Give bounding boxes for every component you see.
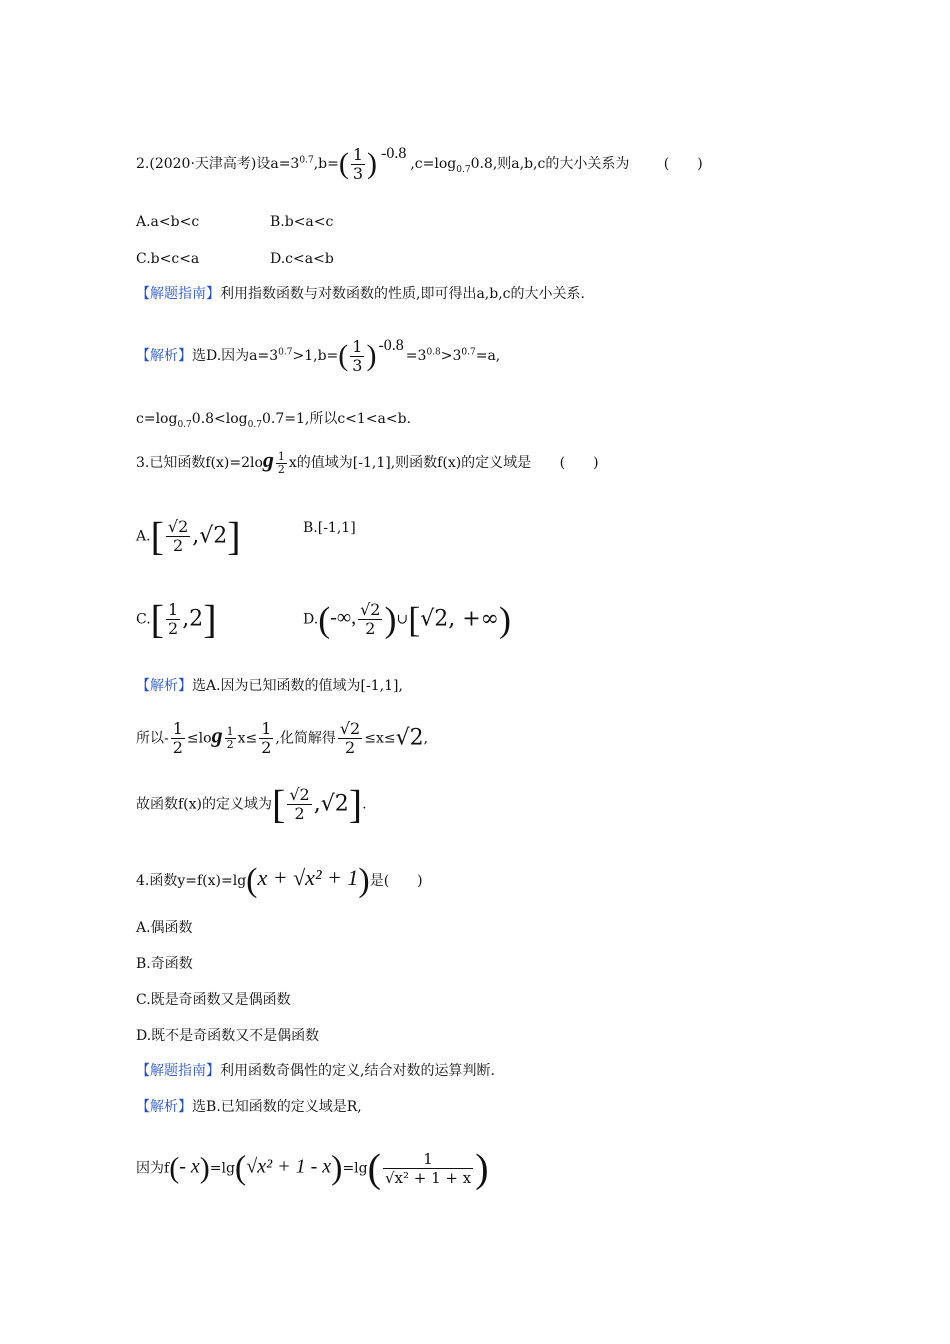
q2-opt-a-text: A.a<b<c (136, 214, 200, 230)
q3-option-a (136, 513, 241, 559)
left-paren: ( (338, 147, 349, 180)
right-bracket: ] (203, 596, 217, 642)
q2-sol-exp: -0.8 (378, 337, 404, 354)
q2-blank: ( ) (663, 156, 703, 172)
fraction-one-half: $\frac{1}{2}$ (226, 725, 234, 751)
guide-tag: 【解题指南】 (136, 1063, 220, 1079)
left-paren: ( (169, 1151, 180, 1185)
q4-option-c (136, 990, 291, 1010)
fraction-one-third: $\frac{1}{3}$ (352, 336, 363, 375)
q2-guide (136, 284, 585, 304)
q3-sol2c: x≤ (237, 730, 258, 747)
q3-sol2b: ≤lo (186, 730, 212, 747)
q4-sol2a: 因为f (136, 1160, 170, 1177)
sqrt-2: √2, +∞ (420, 606, 499, 632)
sqrt-2: ,√2 (313, 791, 349, 817)
q3-sol2e: ≤x≤ (364, 730, 396, 747)
solution-tag: 【解析】 (136, 1099, 192, 1115)
q2-sub-c: 0.7 (456, 164, 471, 175)
q3-opt-b-text: B.[-1,1] (303, 520, 356, 536)
q3-solution-1 (136, 676, 403, 696)
q4-line-a: 4.函数y=f(x)=lg (136, 873, 247, 889)
q2-opt-d-text: D.c<a<b (270, 251, 334, 267)
q3-opt-d-text: D. (303, 611, 319, 628)
q3-sol2a: 所以- (136, 730, 169, 747)
q3-stem (136, 447, 599, 476)
q3-option-c (136, 596, 217, 642)
fraction-one-third: $\frac{1}{3}$ (352, 144, 364, 183)
q3-sol2d: ,化简解得 (275, 730, 336, 747)
solution-tag: 【解析】 (136, 678, 192, 694)
q2-sol2b: 0.8<log (191, 411, 248, 427)
fraction-one-half: $\frac{1}{2}$ (172, 719, 183, 757)
q2-opt-c-text: C.b<c<a (136, 251, 200, 267)
log-g-glyph: g (211, 722, 223, 748)
left-paren: ( (318, 599, 331, 640)
q3-sol3a: 故函数f(x)的定义域为 (136, 796, 273, 813)
q2-exp-b: -0.8 (381, 145, 407, 162)
q4-stem (136, 862, 423, 899)
fraction-one-half: $\frac{1}{2}$ (261, 719, 272, 757)
q3-line-a: 3.已知函数f(x)=2lo (136, 455, 263, 471)
q2-sol1c: =3 (405, 348, 427, 364)
left-paren: ( (367, 1145, 381, 1191)
q4-guide (136, 1061, 495, 1081)
fraction-sqrt2-over-2: $\frac{√2}{2}$ (167, 517, 189, 555)
q2-sol2c: 0.7=1,所以c<1<a<b. (261, 411, 412, 427)
fraction-one-half: $\frac{1}{2}$ (277, 449, 285, 476)
q3-sol3b: . (362, 796, 367, 813)
q2-solution-2 (136, 409, 411, 435)
left-bracket: [ (272, 781, 286, 827)
q2-rest: 0.8,则a,b,c的大小关系为 (470, 156, 630, 172)
q2-sup-a: 0.7 (299, 155, 314, 166)
right-paren: ) (366, 339, 377, 372)
q2-b-eq: ,b= (313, 156, 339, 172)
right-paren: ) (498, 599, 511, 640)
q4-opt-d-text: D.既不是奇函数又不是偶函数 (136, 1028, 320, 1044)
q4-sol2c: =lg (342, 1160, 368, 1177)
left-bracket: [ (408, 599, 421, 640)
right-paren: ) (331, 1149, 343, 1187)
q2-sol2a: c=log (136, 411, 178, 427)
q2-sol1b: >1,b= (292, 348, 339, 364)
q2-sol-sup07: 0.7 (461, 347, 476, 358)
q4-line-b: 是( ) (369, 873, 423, 889)
q3-line-b: x的值域为[-1,1],则函数f(x)的定义域是 (288, 455, 532, 471)
expr-sqrt-minus-x: √x² + 1 - x (246, 1155, 332, 1178)
q3-solution-2: 所以- $\frac{1}{2}$ ≤log $\frac{1}{2}$ x≤ $\frac{1}{2}$ ,化简解得 $\frac{√2}{2}$ ≤x≤√2, (136, 719, 429, 757)
right-paren: ) (358, 862, 370, 899)
q4-option-b (136, 954, 193, 974)
fraction-one-over-sqrt: $\frac{1}{\text{√x² + 1 + x}}$ (384, 1150, 472, 1187)
left-paren: ( (246, 862, 258, 899)
q3-option-b (303, 518, 356, 538)
q4-sol1: 选B.已知函数的定义域是R, (192, 1099, 362, 1115)
fraction-sqrt2-over-2: $\frac{√2}{2}$ (360, 600, 381, 638)
left-paren: ( (338, 339, 349, 372)
q4-sol2b: =lg (209, 1160, 235, 1177)
q2-sol1e: =a, (475, 348, 501, 364)
q2-sol1a: 选D.因为a=3 (192, 348, 279, 364)
expr-x-plus-sqrt: x + √x² + 1 (257, 865, 359, 890)
left-paren: ( (234, 1149, 247, 1187)
q2-option-a (136, 212, 199, 232)
right-paren: ) (367, 147, 378, 180)
expr-neg-x: - x (179, 1155, 200, 1178)
q4-opt-c-text: C.既是奇函数又是偶函数 (136, 992, 291, 1008)
q2-solution-1 (136, 336, 500, 375)
q4-guide-text: 利用函数奇偶性的定义,结合对数的运算判断. (220, 1063, 495, 1079)
q2-option-d (270, 249, 334, 269)
q3-sol1: 选A.因为已知函数的值域为[-1,1], (192, 678, 403, 694)
q2-text: 2.(2020·天津高考)设a=3 (136, 156, 300, 172)
q3-solution-3 (136, 781, 367, 827)
q2-sol-sup08: 0.8 (426, 347, 441, 358)
q2-sol2-sub1: 0.7 (177, 419, 192, 430)
right-paren: ) (384, 599, 397, 640)
fraction-sqrt2-over-2: $\frac{√2}{2}$ (289, 785, 310, 823)
right-paren: ) (199, 1151, 210, 1185)
right-bracket: ] (227, 513, 241, 559)
q4-opt-a-text: A.偶函数 (136, 920, 193, 936)
q3-option-d (303, 601, 511, 638)
q2-stem (136, 144, 703, 183)
neg-infinity: -∞, (330, 606, 357, 629)
number-2: ,2 (182, 606, 204, 632)
fraction-sqrt2-over-2: $\frac{√2}{2}$ (339, 719, 361, 757)
q3-opt-a-text: A. (136, 528, 151, 545)
union-symbol: ∪ (396, 611, 409, 628)
q2-option-c (136, 249, 199, 269)
q3-blank: ( ) (559, 455, 599, 471)
q4-opt-b-text: B.奇函数 (136, 956, 193, 972)
q2-guide-text: 利用指数函数与对数函数的性质,即可得出a,b,c的大小关系. (220, 286, 585, 302)
guide-tag: 【解题指南】 (136, 286, 220, 302)
q4-option-a (136, 918, 193, 938)
fraction-one-half: $\frac{1}{2}$ (168, 600, 179, 638)
left-bracket: [ (150, 596, 164, 642)
right-paren: ) (475, 1145, 489, 1191)
q2-sol2-sub2: 0.7 (247, 419, 262, 430)
q2-sol-sup-a: 0.7 (278, 347, 293, 358)
q3-opt-c-text: C. (136, 611, 151, 628)
solution-tag: 【解析】 (136, 348, 192, 364)
q2-c-part: ,c=log (410, 156, 457, 172)
right-bracket: ] (348, 781, 363, 827)
sqrt-2: √2 (395, 725, 424, 751)
left-bracket: [ (150, 513, 164, 559)
q4-solution-2 (136, 1145, 489, 1191)
q2-sol1d: >3 (440, 348, 462, 364)
q2-opt-b-text: B.b<a<c (270, 214, 334, 230)
q2-option-b (270, 212, 333, 232)
q4-option-d (136, 1026, 319, 1046)
log-g-glyph: g (262, 447, 274, 472)
sqrt-2: ,√2 (192, 523, 228, 549)
q4-solution-1 (136, 1097, 362, 1117)
